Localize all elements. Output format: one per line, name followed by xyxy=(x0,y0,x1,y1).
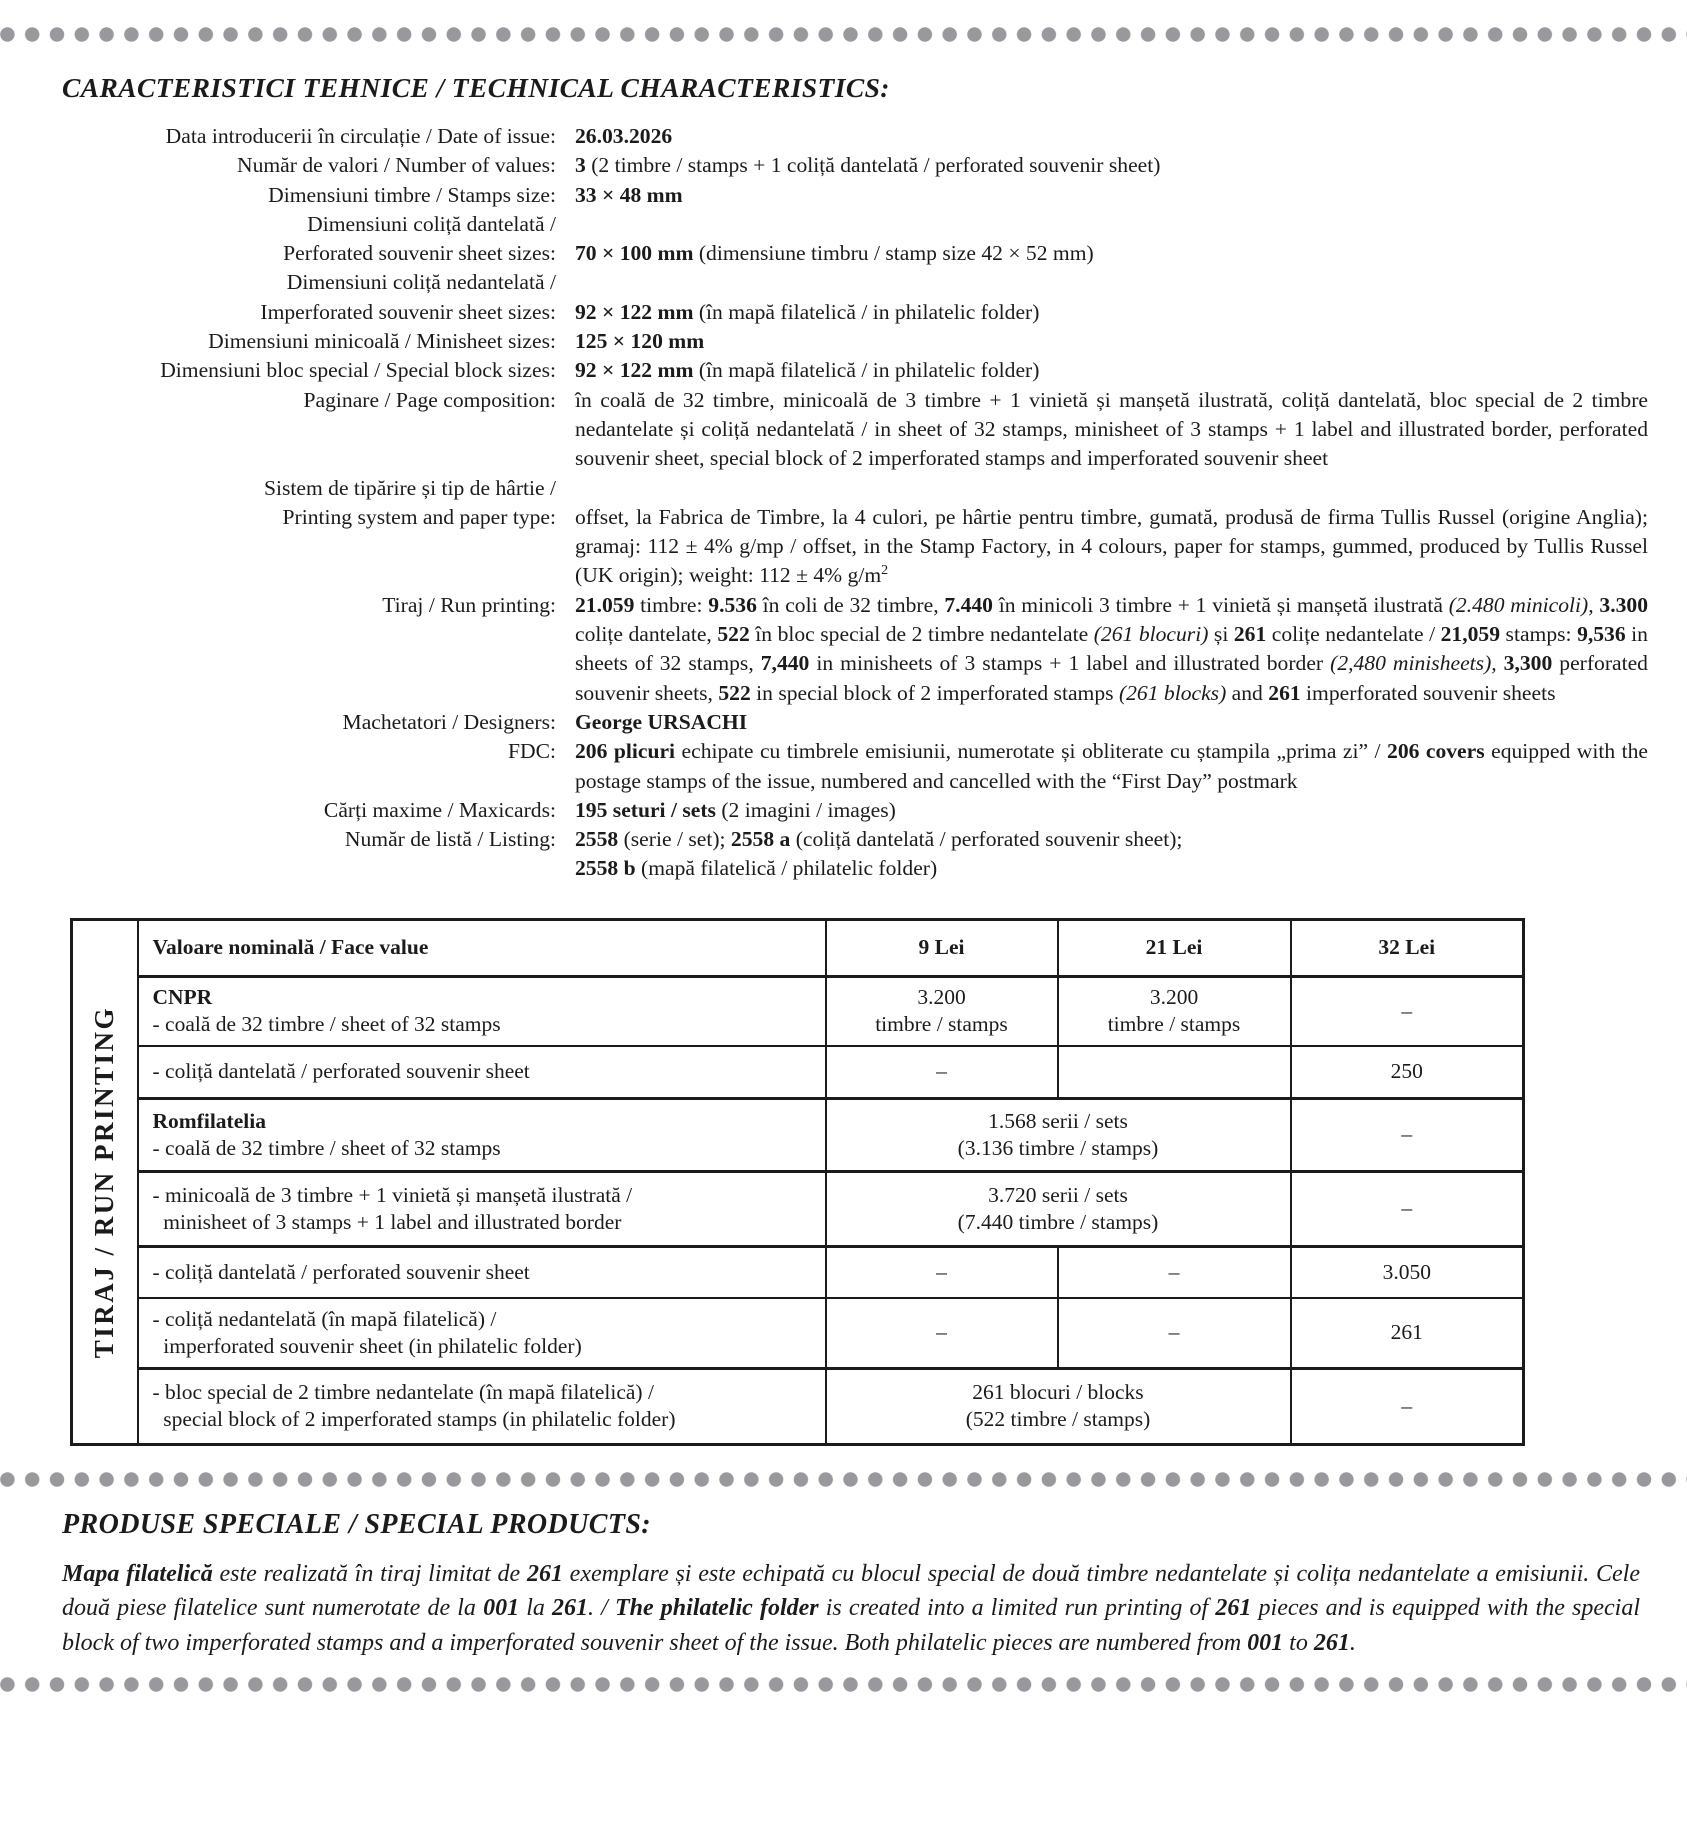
table-value-cell: 1.568 serii / sets (3.136 timbre / stamps) xyxy=(826,1098,1291,1171)
table-row-label: - coliță dantelată / perforated souvenir sheet xyxy=(138,1246,826,1298)
field-label: Imperforated souvenir sheet sizes: xyxy=(260,299,556,324)
field-label: Tiraj / Run printing: xyxy=(382,592,556,617)
table-row xyxy=(72,1298,1524,1368)
field-label: Dimensiuni timbre / Stamps size: xyxy=(268,182,556,207)
special-section-title: PRODUSE SPECIALE / SPECIAL PRODUCTS: xyxy=(62,1508,652,1540)
table-value-cell: – xyxy=(826,1298,1058,1368)
dotted-separator-top xyxy=(0,27,1687,42)
table-value-cell: – xyxy=(1291,976,1524,1046)
table-value-cell: 3.720 serii / sets (7.440 timbre / stamps) xyxy=(826,1171,1291,1246)
dotted-separator-bottom xyxy=(0,1677,1687,1692)
field-label: Paginare / Page composition: xyxy=(303,387,556,412)
field-value: 3 (2 timbre / stamps + 1 coliță dantelată / perforated souvenir sheet) xyxy=(575,153,1161,178)
field-label: Număr de valori / Number of values: xyxy=(236,153,556,178)
table-header-denomination: 21 Lei xyxy=(1058,919,1291,976)
table-value-cell: – xyxy=(1058,1246,1291,1298)
field-label: Data introducerii în circulație / Date of issue: xyxy=(165,124,556,148)
table-value-cell xyxy=(1058,1046,1291,1098)
tech-characteristics-list xyxy=(58,122,1687,884)
field-value xyxy=(575,210,1648,239)
field-label: Cărți maxime / Maxicards: xyxy=(323,797,556,822)
table-value-cell: – xyxy=(826,1246,1058,1298)
table-row-label: - coliță dantelată / perforated souvenir sheet xyxy=(138,1046,826,1098)
table-row-label: CNPR - coală de 32 timbre / sheet of 32 stamps xyxy=(138,976,826,1046)
table-row xyxy=(72,1098,1524,1171)
field-label: Sistem de tipărire și tip de hârtie / xyxy=(263,475,556,500)
table-row-label: - minicoală de 3 timbre + 1 vinietă și manșetă ilustrată / minisheet of 3 stamps + 1 label and illustrated border xyxy=(138,1171,826,1246)
table-value-cell: 261 xyxy=(1291,1298,1524,1368)
table-row xyxy=(72,976,1524,1046)
table-value-cell: – xyxy=(1291,1171,1524,1246)
special-products-paragraph: Mapa filatelică este realizată în tiraj limitat de 261 exemplare și este echipată cu blocul special de două timbre nedantelate și colița nedantelate a emisiunii. Cele două piese filatelice sunt numerotate de la 001 la 261. / The philatelic folder is created into a limited run printing of 261 pieces and is equipped with the special block of two imperforated stamps and a imperforated souvenir sheet of the issue. Both philatelic pieces are numbered from 001 to 261. xyxy=(62,1560,1641,1656)
table-side-label: TIRAJ / RUN PRINTING xyxy=(89,1005,120,1358)
field-value: 33 × 48 mm xyxy=(575,182,683,207)
field-value xyxy=(575,474,1648,503)
table-header-row xyxy=(72,919,1524,976)
table-header-face-value: Valoare nominală / Face value xyxy=(138,919,826,976)
table-side-label-cell xyxy=(72,919,138,1444)
field-label: Dimensiuni coliță dantelată / xyxy=(307,211,556,236)
field-label: Printing system and paper type: xyxy=(282,504,556,529)
field-value: George URSACHI xyxy=(575,709,748,734)
table-row-label: - coliță nedantelată (în mapă filatelică) / imperforated souvenir sheet (in philatelic folder) xyxy=(138,1298,826,1368)
field-value: 92 × 122 mm (în mapă filatelică / in philatelic folder) xyxy=(575,299,1040,324)
table-row xyxy=(72,1368,1524,1444)
table-value-cell: 250 xyxy=(1291,1046,1524,1098)
field-value: 21.059 timbre: 9.536 în coli de 32 timbre, 7.440 în minicoli 3 timbre + 1 vinietă și manșetă ilustrată (2.480 minicoli), 3.300 colițe dantelate, 522 în bloc special de 2 timbre nedantelate (261 blocuri) și 261 colițe nedantelate / 21,059 stamps: 9,536 in sheets of 32 stamps, 7,440 in minisheets of 3 stamps + 1 label and illustrated border (2,480 minisheets), 3,300 perforated souvenir sheets, 522 in special block of 2 imperforated stamps (261 blocks) and 261 imperforated souvenir sheets xyxy=(575,592,1648,705)
table-value-cell: 261 blocuri / blocks (522 timbre / stamps) xyxy=(826,1368,1291,1444)
field-value: 92 × 122 mm (în mapă filatelică / in philatelic folder) xyxy=(575,358,1040,383)
table-header-denomination: 32 Lei xyxy=(1291,919,1524,976)
field-value: 70 × 100 mm (dimensiune timbru / stamp size 42 × 52 mm) xyxy=(575,241,1094,266)
table-value-cell: 3.200 timbre / stamps xyxy=(1058,976,1291,1046)
field-label: FDC: xyxy=(507,739,556,764)
table-value-cell: – xyxy=(826,1046,1058,1098)
dotted-separator-middle xyxy=(0,1472,1687,1487)
field-value: 206 plicuri echipate cu timbrele emisiunii, numerotate și obliterate cu ștampila „prima zi” / 206 covers equipped with the postage stamps of the issue, numbered and cancelled with the “First Day” postmark xyxy=(575,739,1648,793)
field-value xyxy=(575,268,1648,297)
table-row-label: - bloc special de 2 timbre nedantelate (în mapă filatelică) / special block of 2 imperforated stamps (in philatelic folder) xyxy=(138,1368,826,1444)
table-row xyxy=(72,1246,1524,1298)
field-value: 26.03.2026 xyxy=(575,124,673,148)
field-value: 125 × 120 mm xyxy=(575,329,705,354)
table-value-cell: – xyxy=(1291,1368,1524,1444)
field-value: 195 seturi / sets (2 imagini / images) xyxy=(575,797,896,822)
table-value-cell: 3.050 xyxy=(1291,1246,1524,1298)
tech-section-title: CARACTERISTICI TEHNICE / TECHNICAL CHARACTERISTICS: xyxy=(62,72,890,103)
field-label: Număr de listă / Listing: xyxy=(344,827,556,852)
field-value: offset, la Fabrica de Timbre, la 4 culori, pe hârtie pentru timbre, gumată, produsă de firma Tullis Russel (origine Anglia); gramaj: 112 ± 4% g/mp / offset, in the Stamp Factory, in 4 colours, paper for stamps, gummed, produced by Tullis Russel (UK origin); weight: 112 ± 4% $g/m^2$ xyxy=(575,504,1648,588)
table-value-cell: 3.200 timbre / stamps xyxy=(826,976,1058,1046)
table-header-denomination: 9 Lei xyxy=(826,919,1058,976)
field-label: Dimensiuni coliță nedantelată / xyxy=(286,270,556,295)
field-value: în coală de 32 timbre, minicoală de 3 timbre + 1 vinietă și manșetă ilustrată, coliță dantelată, bloc special de 2 timbre nedantelate și coliță nedantelată / in sheet of 32 stamps, minisheet of 3 stamps + 1 label and illustrated border, perforated souvenir sheet, special block of 2 imperforated stamps and imperforated souvenir sheet xyxy=(575,387,1648,471)
table-row xyxy=(72,1171,1524,1246)
table-value-cell: – xyxy=(1291,1098,1524,1171)
field-label: Dimensiuni bloc special / Special block sizes: xyxy=(160,358,556,383)
print-run-table xyxy=(70,918,1525,1446)
field-label: Perforated souvenir sheet sizes: xyxy=(283,241,556,266)
table-row-label: Romfilatelia - coală de 32 timbre / sheet of 32 stamps xyxy=(138,1098,826,1171)
table-row xyxy=(72,1046,1524,1098)
field-label: Dimensiuni minicoală / Minisheet sizes: xyxy=(208,329,556,354)
table-value-cell: – xyxy=(1058,1298,1291,1368)
field-value: 2558 (serie / set); 2558 a (coliță dantelată / perforated souvenir sheet); 2558 b (mapă filatelică / philatelic folder) xyxy=(575,827,1183,881)
field-label: Machetatori / Designers: xyxy=(342,709,556,734)
